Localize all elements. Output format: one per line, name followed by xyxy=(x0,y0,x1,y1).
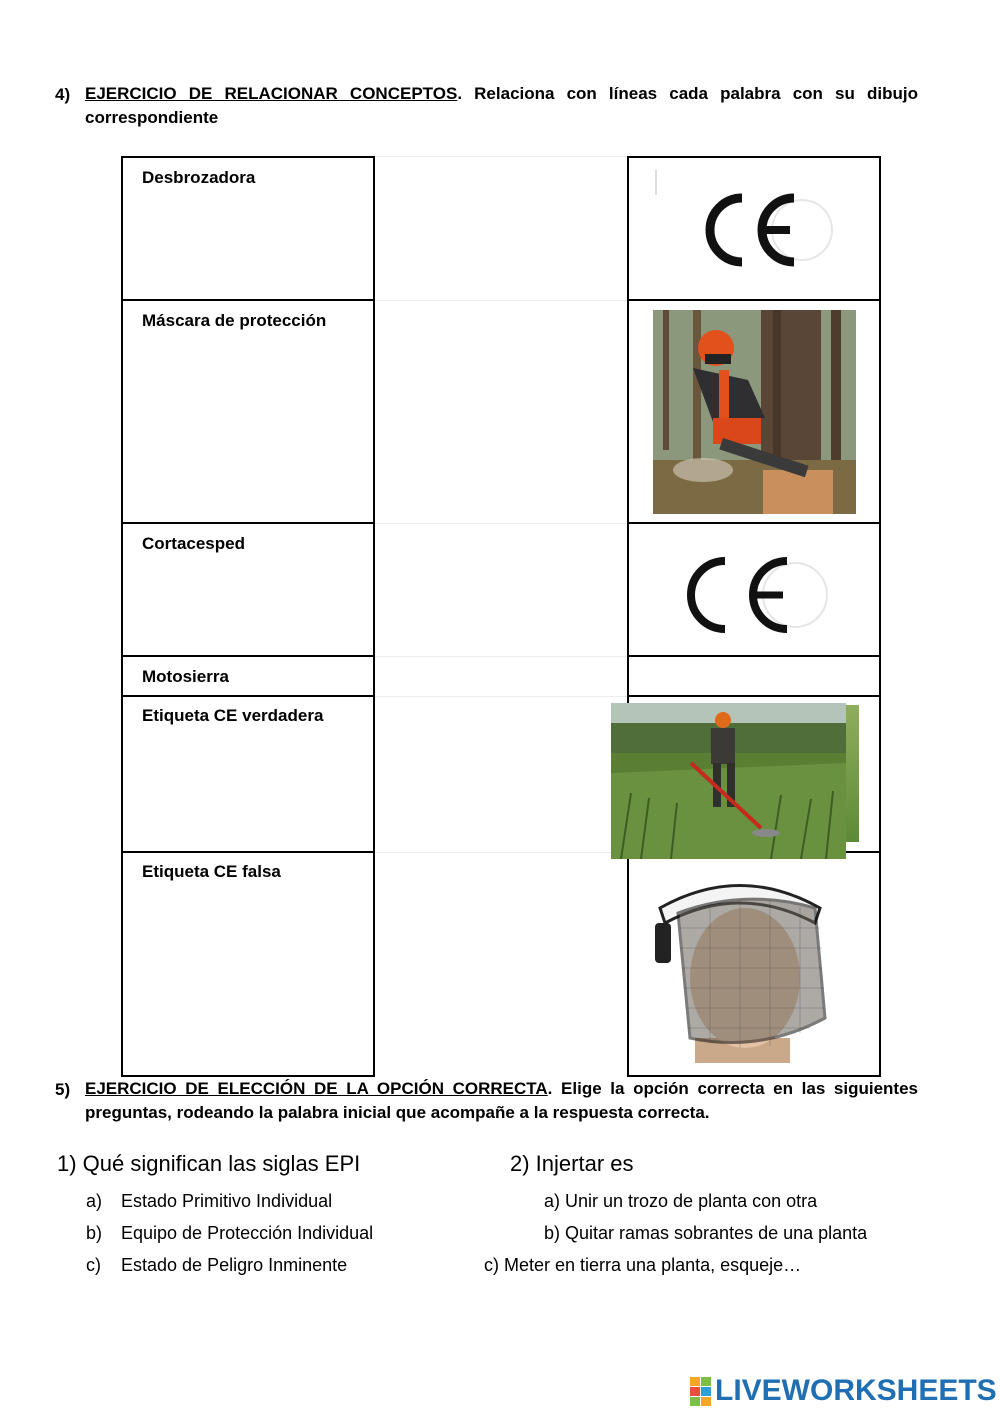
exercise-4-instruction: . Relaciona con líneas cada palabra con su dibujo correspondiente xyxy=(85,84,918,127)
brand-name: LIVEWORKSHEETS xyxy=(715,1374,997,1407)
word-cortacesped[interactable]: Cortacesped xyxy=(142,534,245,553)
ce-mark-false-icon[interactable] xyxy=(675,545,835,645)
exercise-5-instruction: . Elige la opción correcta en las siguientes preguntas, rodeando la palabra inicial que acompañe a la respuesta correcta. xyxy=(85,1079,918,1122)
question-2-option-b[interactable]: b) Quitar ramas sobrantes de una planta xyxy=(544,1223,868,1243)
exercise-5-title: EJERCICIO DE ELECCIÓN DE LA OPCIÓN CORRECTA xyxy=(85,1079,548,1098)
brushcutter-worker-photo[interactable] xyxy=(611,703,846,859)
question-2-option-c[interactable]: c) Meter en tierra una planta, esqueje… xyxy=(484,1255,802,1275)
liveworksheets-brand xyxy=(690,1376,997,1406)
ce-mark-true-icon[interactable] xyxy=(690,180,840,280)
question-1: 1) Qué significan las siglas EPI xyxy=(57,1151,361,1176)
word-cell xyxy=(121,299,375,524)
word-motosierra[interactable]: Motosierra xyxy=(142,667,229,686)
question-1-option-c[interactable]: Estado de Peligro Inminente xyxy=(121,1255,348,1275)
liveworksheets-logo-icon xyxy=(690,1377,711,1406)
word-etiqueta-ce-verdadera[interactable]: Etiqueta CE verdadera xyxy=(142,706,324,725)
word-desbrozadora[interactable]: Desbrozadora xyxy=(142,168,256,187)
word-mascara-proteccion[interactable]: Máscara de protección xyxy=(142,311,327,330)
protective-mesh-visor-photo[interactable] xyxy=(650,868,830,1063)
exercise-4-statement xyxy=(85,82,918,130)
question-1-option-b-letter[interactable]: b) xyxy=(86,1223,103,1243)
chainsaw-worker-photo[interactable] xyxy=(653,310,856,514)
question-1-option-a-letter[interactable]: a) xyxy=(86,1191,103,1211)
word-etiqueta-ce-falsa[interactable]: Etiqueta CE falsa xyxy=(142,862,281,881)
exercise-5-number: 5) xyxy=(55,1080,71,1099)
question-1-option-a[interactable]: Estado Primitivo Individual xyxy=(121,1191,333,1211)
word-cell xyxy=(121,851,375,1077)
question-2: 2) Injertar es xyxy=(510,1151,634,1176)
question-1-option-c-letter[interactable]: c) xyxy=(86,1255,101,1275)
exercise-5-statement xyxy=(85,1077,918,1125)
exercise-4-number: 4) xyxy=(55,85,71,104)
question-2-option-a[interactable]: a) Unir un trozo de planta con otra xyxy=(544,1191,818,1211)
exercise-4-title: EJERCICIO DE RELACIONAR CONCEPTOS xyxy=(85,84,458,103)
picture-cell xyxy=(627,655,881,697)
question-1-option-b[interactable]: Equipo de Protección Individual xyxy=(121,1223,374,1243)
